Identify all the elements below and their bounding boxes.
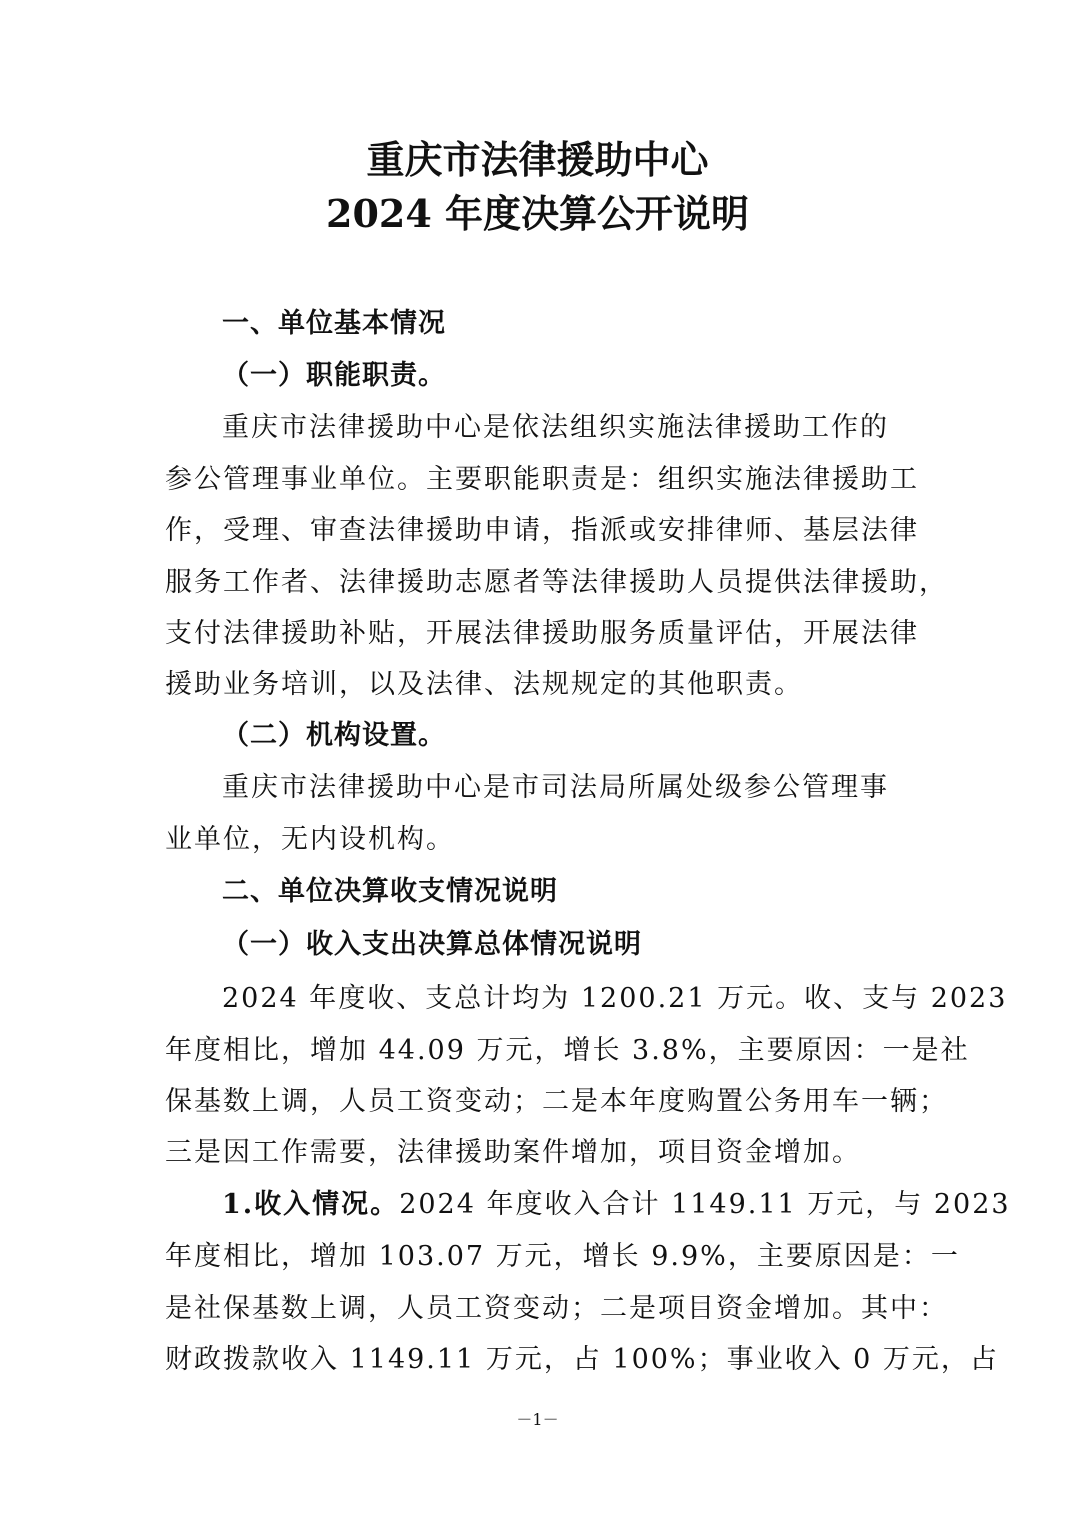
subsection-heading-organization: （二）机构设置。 — [222, 720, 446, 751]
document-title-line-2: 2024 年度决算公开说明 — [326, 191, 749, 236]
document-title-line-1: 重庆市法律援助中心 — [366, 137, 709, 182]
paragraph-line: 2024 年度收、支总计均为 1200.21 万元。收、支与 2023 — [222, 983, 1008, 1014]
income-label: 1.收入情况。 — [222, 1189, 400, 1220]
page-number: －1－ — [516, 1410, 559, 1429]
paragraph-line: 财政拨款收入 1149.11 万元，占 100%；事业收入 0 万元，占 — [165, 1344, 999, 1375]
paragraph-line: 服务工作者、法律援助志愿者等法律援助人员提供法律援助， — [165, 567, 948, 598]
subsection-heading-duties: （一）职能职责。 — [222, 360, 446, 391]
paragraph-line: 年度相比，增加 103.07 万元，增长 9.9%，主要原因是：一 — [165, 1241, 960, 1272]
paragraph-line: 年度相比，增加 44.09 万元，增长 3.8%，主要原因：一是社 — [165, 1035, 970, 1066]
paragraph-line: 作，受理、审查法律援助申请，指派或安排律师、基层法律 — [165, 515, 919, 546]
paragraph-line: 重庆市法律援助中心是市司法局所属处级参公管理事 — [222, 772, 889, 803]
paragraph-line: 支付法律援助补贴，开展法律援助服务质量评估，开展法律 — [165, 618, 919, 649]
paragraph-line: 参公管理事业单位。主要职能职责是：组织实施法律援助工 — [165, 464, 919, 495]
section-heading-basic-info: 一、单位基本情况 — [222, 308, 446, 339]
paragraph-line: 是社保基数上调，人员工资变动；二是项目资金增加。其中： — [165, 1293, 948, 1324]
paragraph-line: 保基数上调，人员工资变动；二是本年度购置公务用车一辆； — [165, 1086, 948, 1117]
paragraph-line: 援助业务培训，以及法律、法规规定的其他职责。 — [165, 669, 803, 700]
subsection-heading-overview: （一）收入支出决算总体情况说明 — [222, 929, 642, 960]
income-text: 2024 年度收入合计 1149.11 万元，与 2023 — [399, 1189, 1011, 1220]
paragraph-line: 业单位，无内设机构。 — [165, 824, 455, 855]
section-heading-budget: 二、单位决算收支情况说明 — [222, 876, 558, 907]
paragraph-line-income — [222, 1185, 1011, 1225]
paragraph-line: 三是因工作需要，法律援助案件增加，项目资金增加。 — [165, 1137, 861, 1168]
paragraph-line: 重庆市法律援助中心是依法组织实施法律援助工作的 — [222, 412, 889, 443]
